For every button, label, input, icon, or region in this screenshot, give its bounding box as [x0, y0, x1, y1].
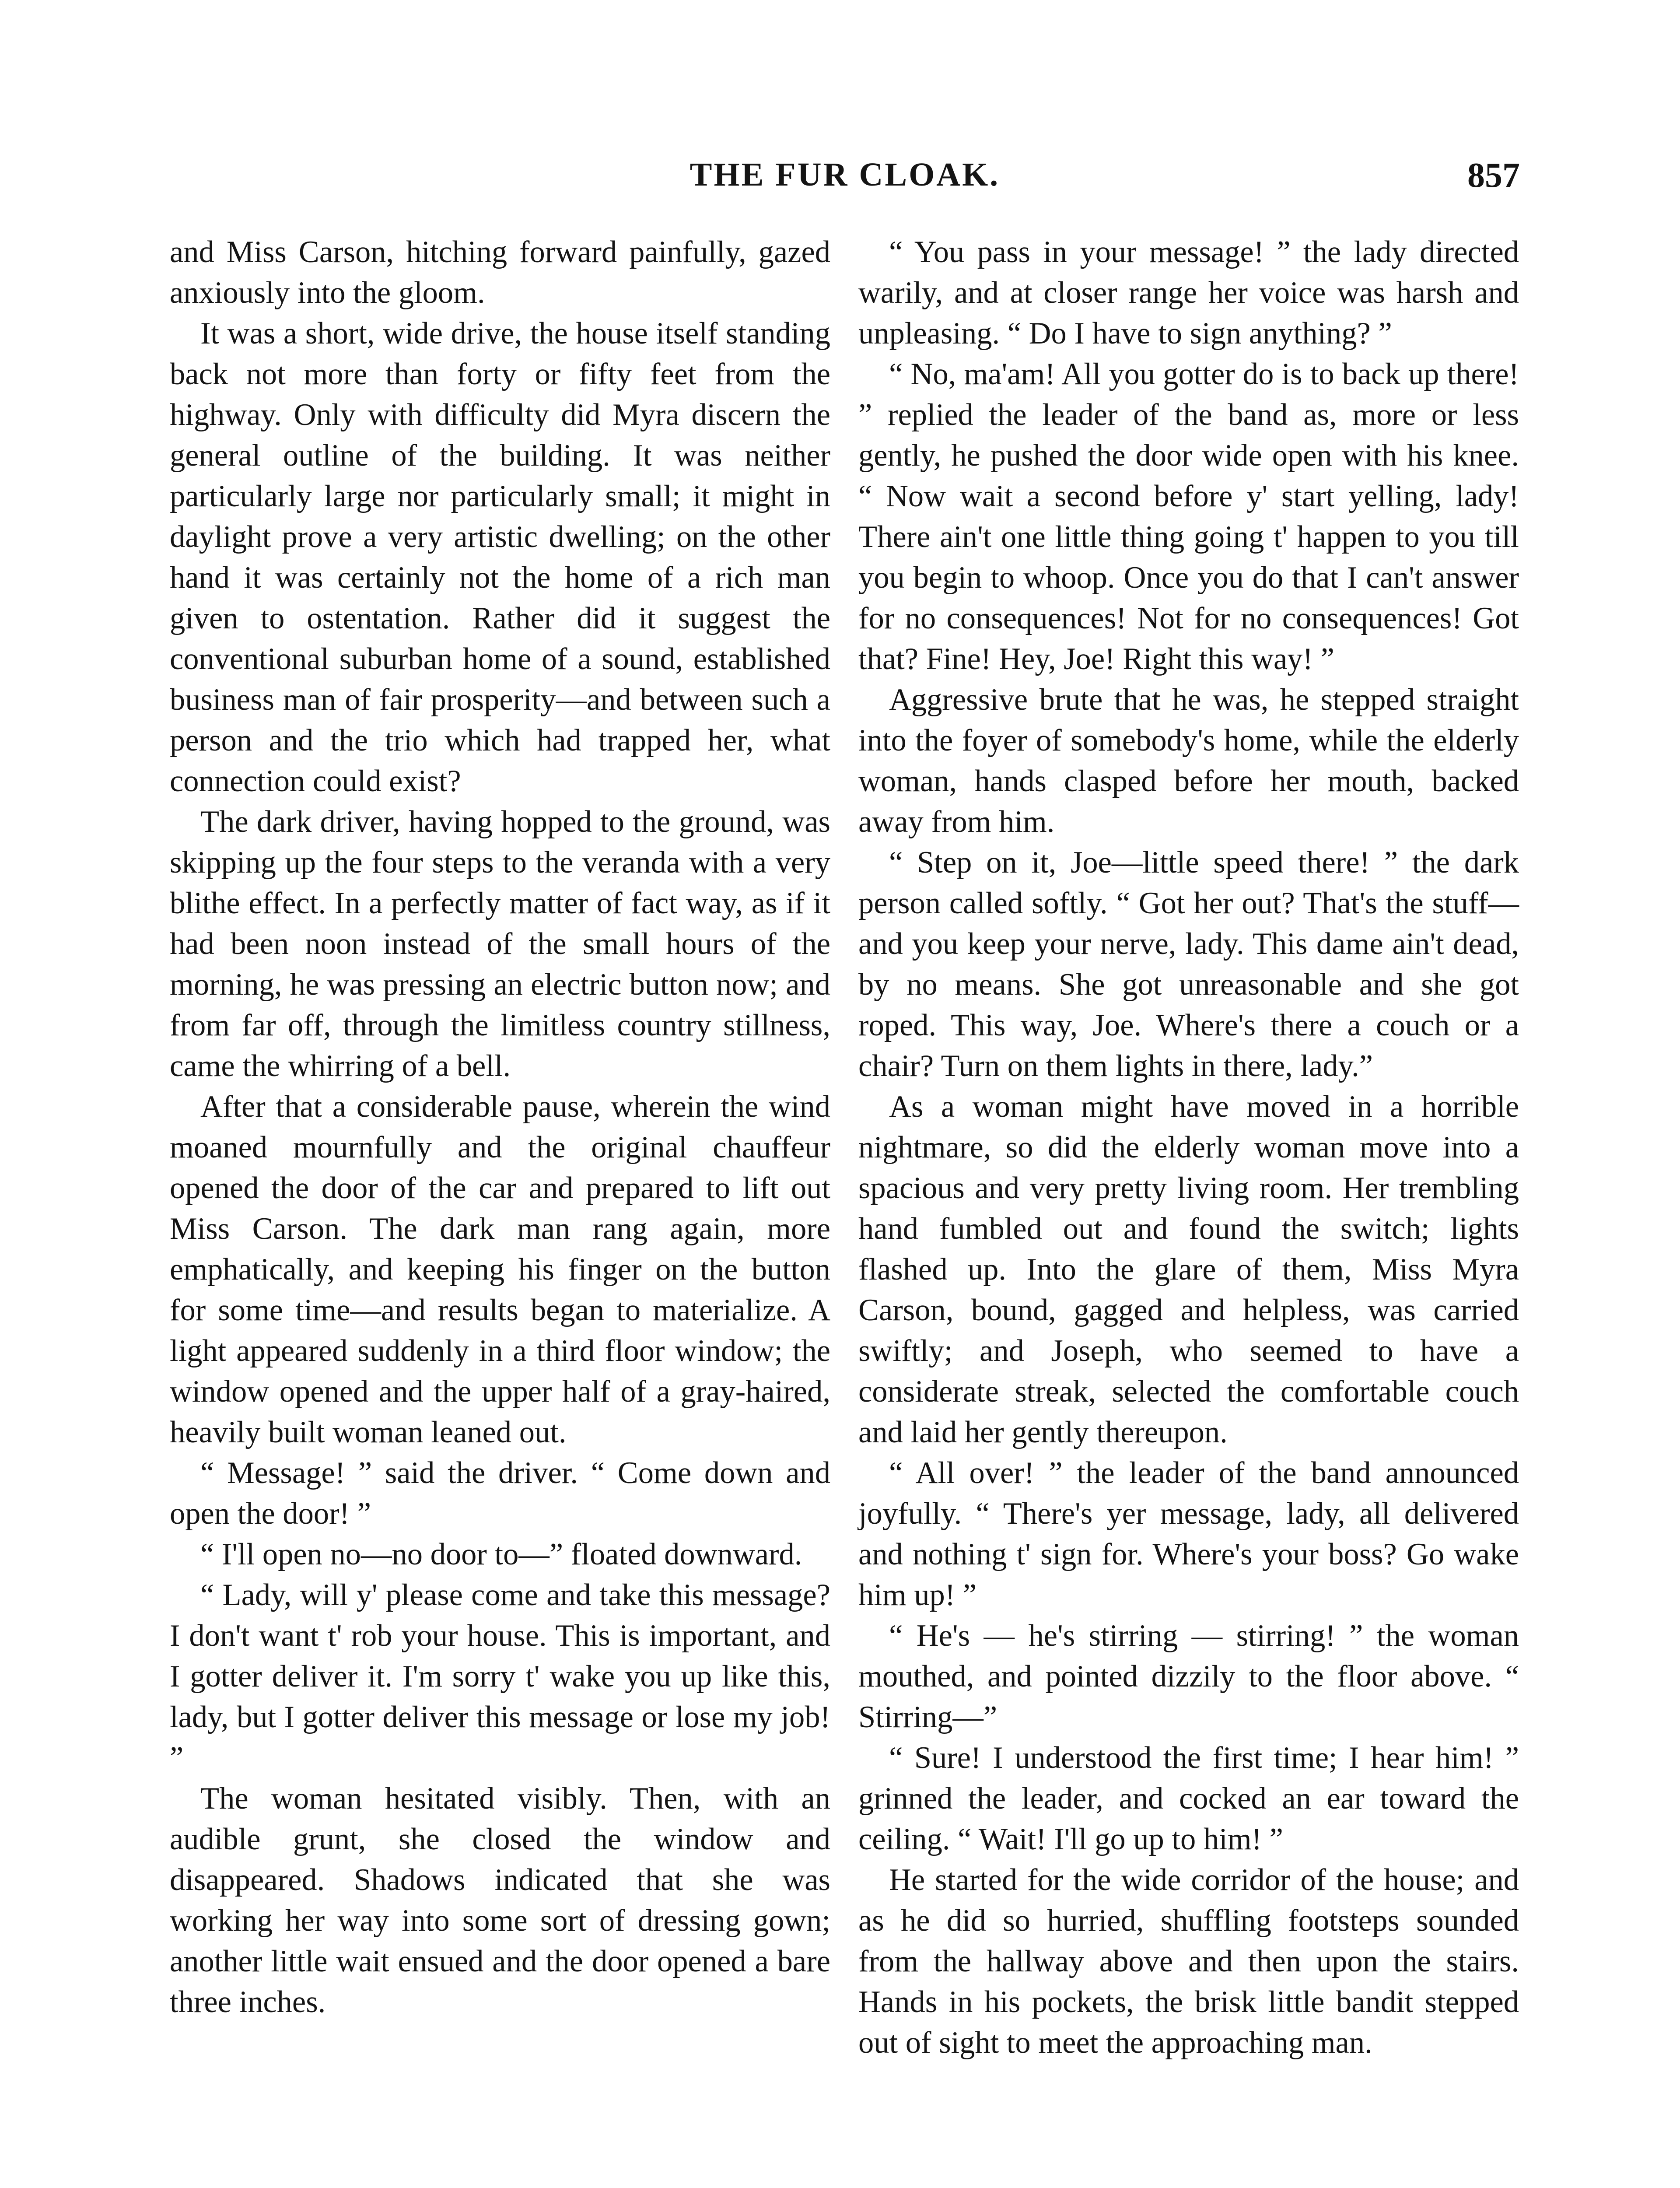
page-header [170, 156, 1520, 208]
paragraph: He started for the wide corridor of the house; and as he did so hurried, shuffling footsteps sounded from the hallway above and then upon the stairs. Hands in his pockets, the brisk little bandit stepped out of sight to meet the approaching man. [858, 1863, 1519, 2060]
paragraph: “ Message! ” said the driver. “ Come down and open the door! ” [170, 1456, 830, 1531]
paragraph: The woman hesitated visibly. Then, with an audible grunt, she closed the window and disappeared. Shadows indicated that she was working her way into some sort of dressing gown; another little wait ensued and the door opened a bare three inches. [170, 1781, 830, 2019]
paragraph: “ Lady, will y' please come and take this message? I don't want t' rob your house. This is important, and I gotter deliver it. I'm sorry t' wake you up like this, lady, but I gotter deliver this message or lose my job! ” [170, 1578, 830, 1775]
page-number: 857 [1467, 156, 1520, 195]
running-title: THE FUR CLOAK. [690, 156, 1000, 193]
paragraph: As a woman might have moved in a horrible nightmare, so did the elderly woman move into a spacious and very pretty living room. Her trembling hand fumbled out and found the switch; lights flashed up. Into the glare of them, Miss Myra Carson, bound, gagged and helpless, was carried swiftly; and Joseph, who seemed to have a considerate streak, selected the comfortable couch and laid her gently thereupon. [858, 1090, 1519, 1449]
paragraph: “ All over! ” the leader of the band announced joyfully. “ There's yer message, lady, all delivered and nothing t' sign for. Where's your boss? Go wake him up! ” [858, 1456, 1519, 1612]
paragraph: “ No, ma'am! All you gotter do is to back up there! ” replied the leader of the band as, more or less gently, he pushed the door wide open with his knee. “ Now wait a second before y' start yelling, lady! There ain't one little thing going t' happen to you till you begin to whoop. Once you do that I can't answer for no consequences! Not for no consequences! Got that? Fine! Hey, Joe! Right this way! ” [858, 357, 1519, 676]
paragraph: After that a considerable pause, wherein the wind moaned mournfully and the original chauffeur opened the door of the car and prepared to lift out Miss Carson. The dark man rang again, more emphatically, and keeping his finger on the button for some time—and results began to materialize. A light appeared suddenly in a third floor window; the window opened and the upper half of a gray-haired, heavily built woman leaned out. [170, 1090, 830, 1449]
paragraph: “ He's — he's stirring — stirring! ” the woman mouthed, and pointed dizzily to the floor above. “ Stirring—” [858, 1619, 1519, 1734]
paragraph: “ Sure! I understood the first time; I hear him! ” grinned the leader, and cocked an ear toward the ceiling. “ Wait! I'll go up to him! ” [858, 1741, 1519, 1856]
paragraph: Aggressive brute that he was, he stepped straight into the foyer of somebody's home, while the elderly woman, hands clasped before her mouth, backed away from him. [858, 683, 1519, 839]
paragraph: “ Step on it, Joe—little speed there! ” the dark person called softly. “ Got her out? That's the stuff—and you keep your nerve, lady. This dame ain't dead, by no means. She got unreasonable and she got roped. This way, Joe. Where's there a couch or a chair? Turn on them lights in there, lady.” [858, 845, 1519, 1083]
paragraph: The dark driver, having hopped to the ground, was skipping up the four steps to the veranda with a very blithe effect. In a perfectly matter of fact way, as if it had been noon instead of the small hours of the morning, he was pressing an electric button now; and from far off, through the limitless country stillness, came the whirring of a bell. [170, 805, 830, 1083]
paragraph: It was a short, wide drive, the house itself standing back not more than forty or fifty feet from the highway. Only with difficulty did Myra discern the general outline of the building. It was neither particularly large nor particularly small; it might in daylight prove a very artistic dwelling; on the other hand it was certainly not the home of a rich man given to ostentation. Rather did it suggest the conventional suburban home of a sound, established business man of fair prosperity—and between such a person and the trio which had trapped her, what connection could exist? [170, 316, 830, 798]
left-column [170, 232, 830, 2023]
paragraph: “ You pass in your message! ” the lady directed warily, and at closer range her voice was harsh and unpleasing. “ Do I have to sign anything? ” [858, 235, 1519, 351]
paragraph: “ I'll open no—no door to—” floated downward. [200, 1537, 802, 1571]
right-column [858, 232, 1519, 2063]
paragraph: and Miss Carson, hitching forward painfully, gazed anxiously into the gloom. [170, 235, 830, 310]
